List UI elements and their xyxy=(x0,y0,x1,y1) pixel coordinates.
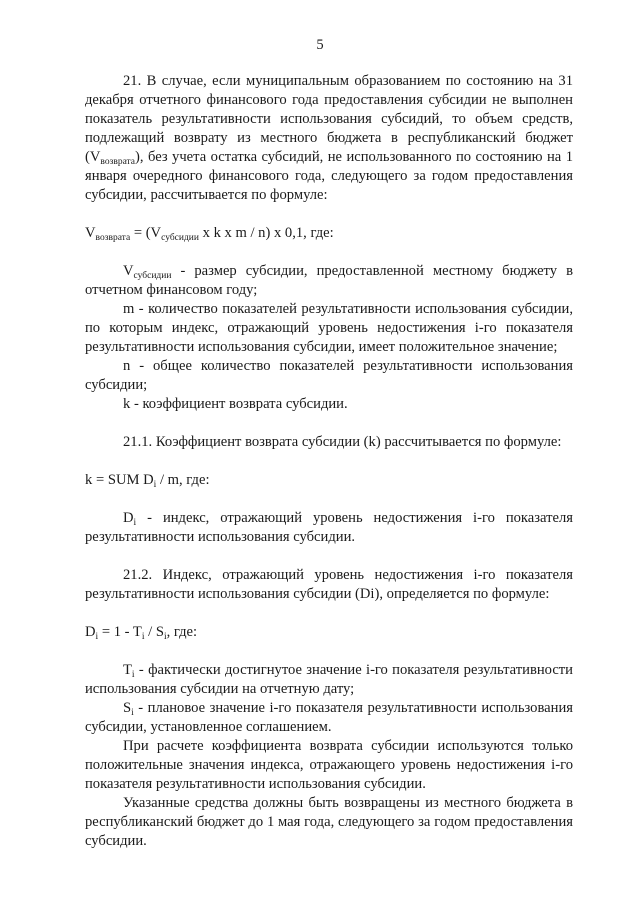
definition-symbol: D xyxy=(123,510,134,526)
definition-s-i xyxy=(85,699,573,737)
definition-d-i xyxy=(85,509,573,547)
definition-symbol: V xyxy=(123,263,134,279)
subscript-vozvrata: возврата xyxy=(100,157,136,167)
formula-subscript: возврата xyxy=(95,233,131,243)
formula-symbol: = (V xyxy=(130,225,162,241)
definition-text: - индекс, отражающий уровень недостижения i-го показателя результативности использования субсидии. xyxy=(85,510,573,545)
definition-m: m - количество показателей результативности использования субсидии, по которым индекс, отражающий уровень недостижения i-го показателя результативности использования субсидии, имеет положительное значение; xyxy=(85,301,573,355)
paragraph-21-text: 21. В случае, если муниципальным образованием по состоянию на 31 декабря отчетного финансового года предоставления субсидии не выполнен показатель результативности использования субсидий, то объем средств, подлежащий возврату из местного бюджета в республиканский бюджет (V xyxy=(85,73,573,165)
formula-text: / m, где: xyxy=(156,472,210,488)
definition-subscript: i xyxy=(131,708,134,718)
formula-v-vozvrata xyxy=(85,224,573,243)
definition-n: n - общее количество показателей результативности использования субсидии; xyxy=(85,358,573,393)
formula-text: x k x m / n) x 0,1, где: xyxy=(198,225,334,241)
definition-text: - плановое значение i-го показателя результативности использования субсидии, установленное соглашением. xyxy=(85,700,573,735)
definition-subscript: i xyxy=(131,670,135,680)
definition-subscript: i xyxy=(133,518,137,528)
formula-k xyxy=(85,471,573,490)
formula-text: , где: xyxy=(166,624,198,640)
formula-subscript: i xyxy=(153,480,157,490)
formula-subscript: i xyxy=(141,632,145,642)
formula-subscript: i xyxy=(163,632,167,642)
paragraph-21-tail: ), без учета остатка субсидий, не использованного по состоянию на 1 января очередного финансового года, следующего за годом предоставления субсидии, рассчитывается по формуле: xyxy=(85,149,573,203)
definition-v-subsidii xyxy=(85,262,573,300)
formula-text: = 1 - T xyxy=(98,624,142,640)
paragraph-positive-values: При расчете коэффициента возврата субсидии используются только положительные значения индекса, отражающего уровень недостижения i-го показателя результативности использования субсидии. xyxy=(85,738,573,792)
formula-text: / S xyxy=(144,624,164,640)
definition-symbol: T xyxy=(123,662,132,678)
paragraph-21-1: 21.1. Коэффициент возврата субсидии (k) рассчитывается по формуле: xyxy=(123,434,562,450)
formula-d-i xyxy=(85,623,573,642)
definition-subscript: субсидии xyxy=(133,271,172,281)
definition-t-i xyxy=(85,661,573,699)
formula-symbol: V xyxy=(85,225,96,241)
definition-k: k - коэффициент возврата субсидии. xyxy=(123,396,348,412)
document-body xyxy=(85,72,573,851)
formula-subscript: i xyxy=(95,632,99,642)
formula-text: k = SUM D xyxy=(85,472,154,488)
paragraph-return-deadline: Указанные средства должны быть возвращены из местного бюджета в республиканский бюджет до 1 мая года, следующего за годом предоставления субсидии. xyxy=(85,795,573,849)
definition-text: - фактически достигнутое значение i-го показателя результативности использования субсидии на отчетную дату; xyxy=(85,662,573,697)
definition-symbol: S xyxy=(123,700,132,716)
formula-text: D xyxy=(85,624,96,640)
paragraph-21-2: 21.2. Индекс, отражающий уровень недостижения i-го показателя результативности использования субсидии (Di), определяется по формуле: xyxy=(85,567,573,602)
paragraph-21 xyxy=(85,72,573,205)
formula-subscript: субсидии xyxy=(161,233,199,243)
definition-text: - размер субсидии, предоставленной местному бюджету в отчетном финансовом году; xyxy=(85,263,573,298)
page-number: 5 xyxy=(316,37,324,53)
